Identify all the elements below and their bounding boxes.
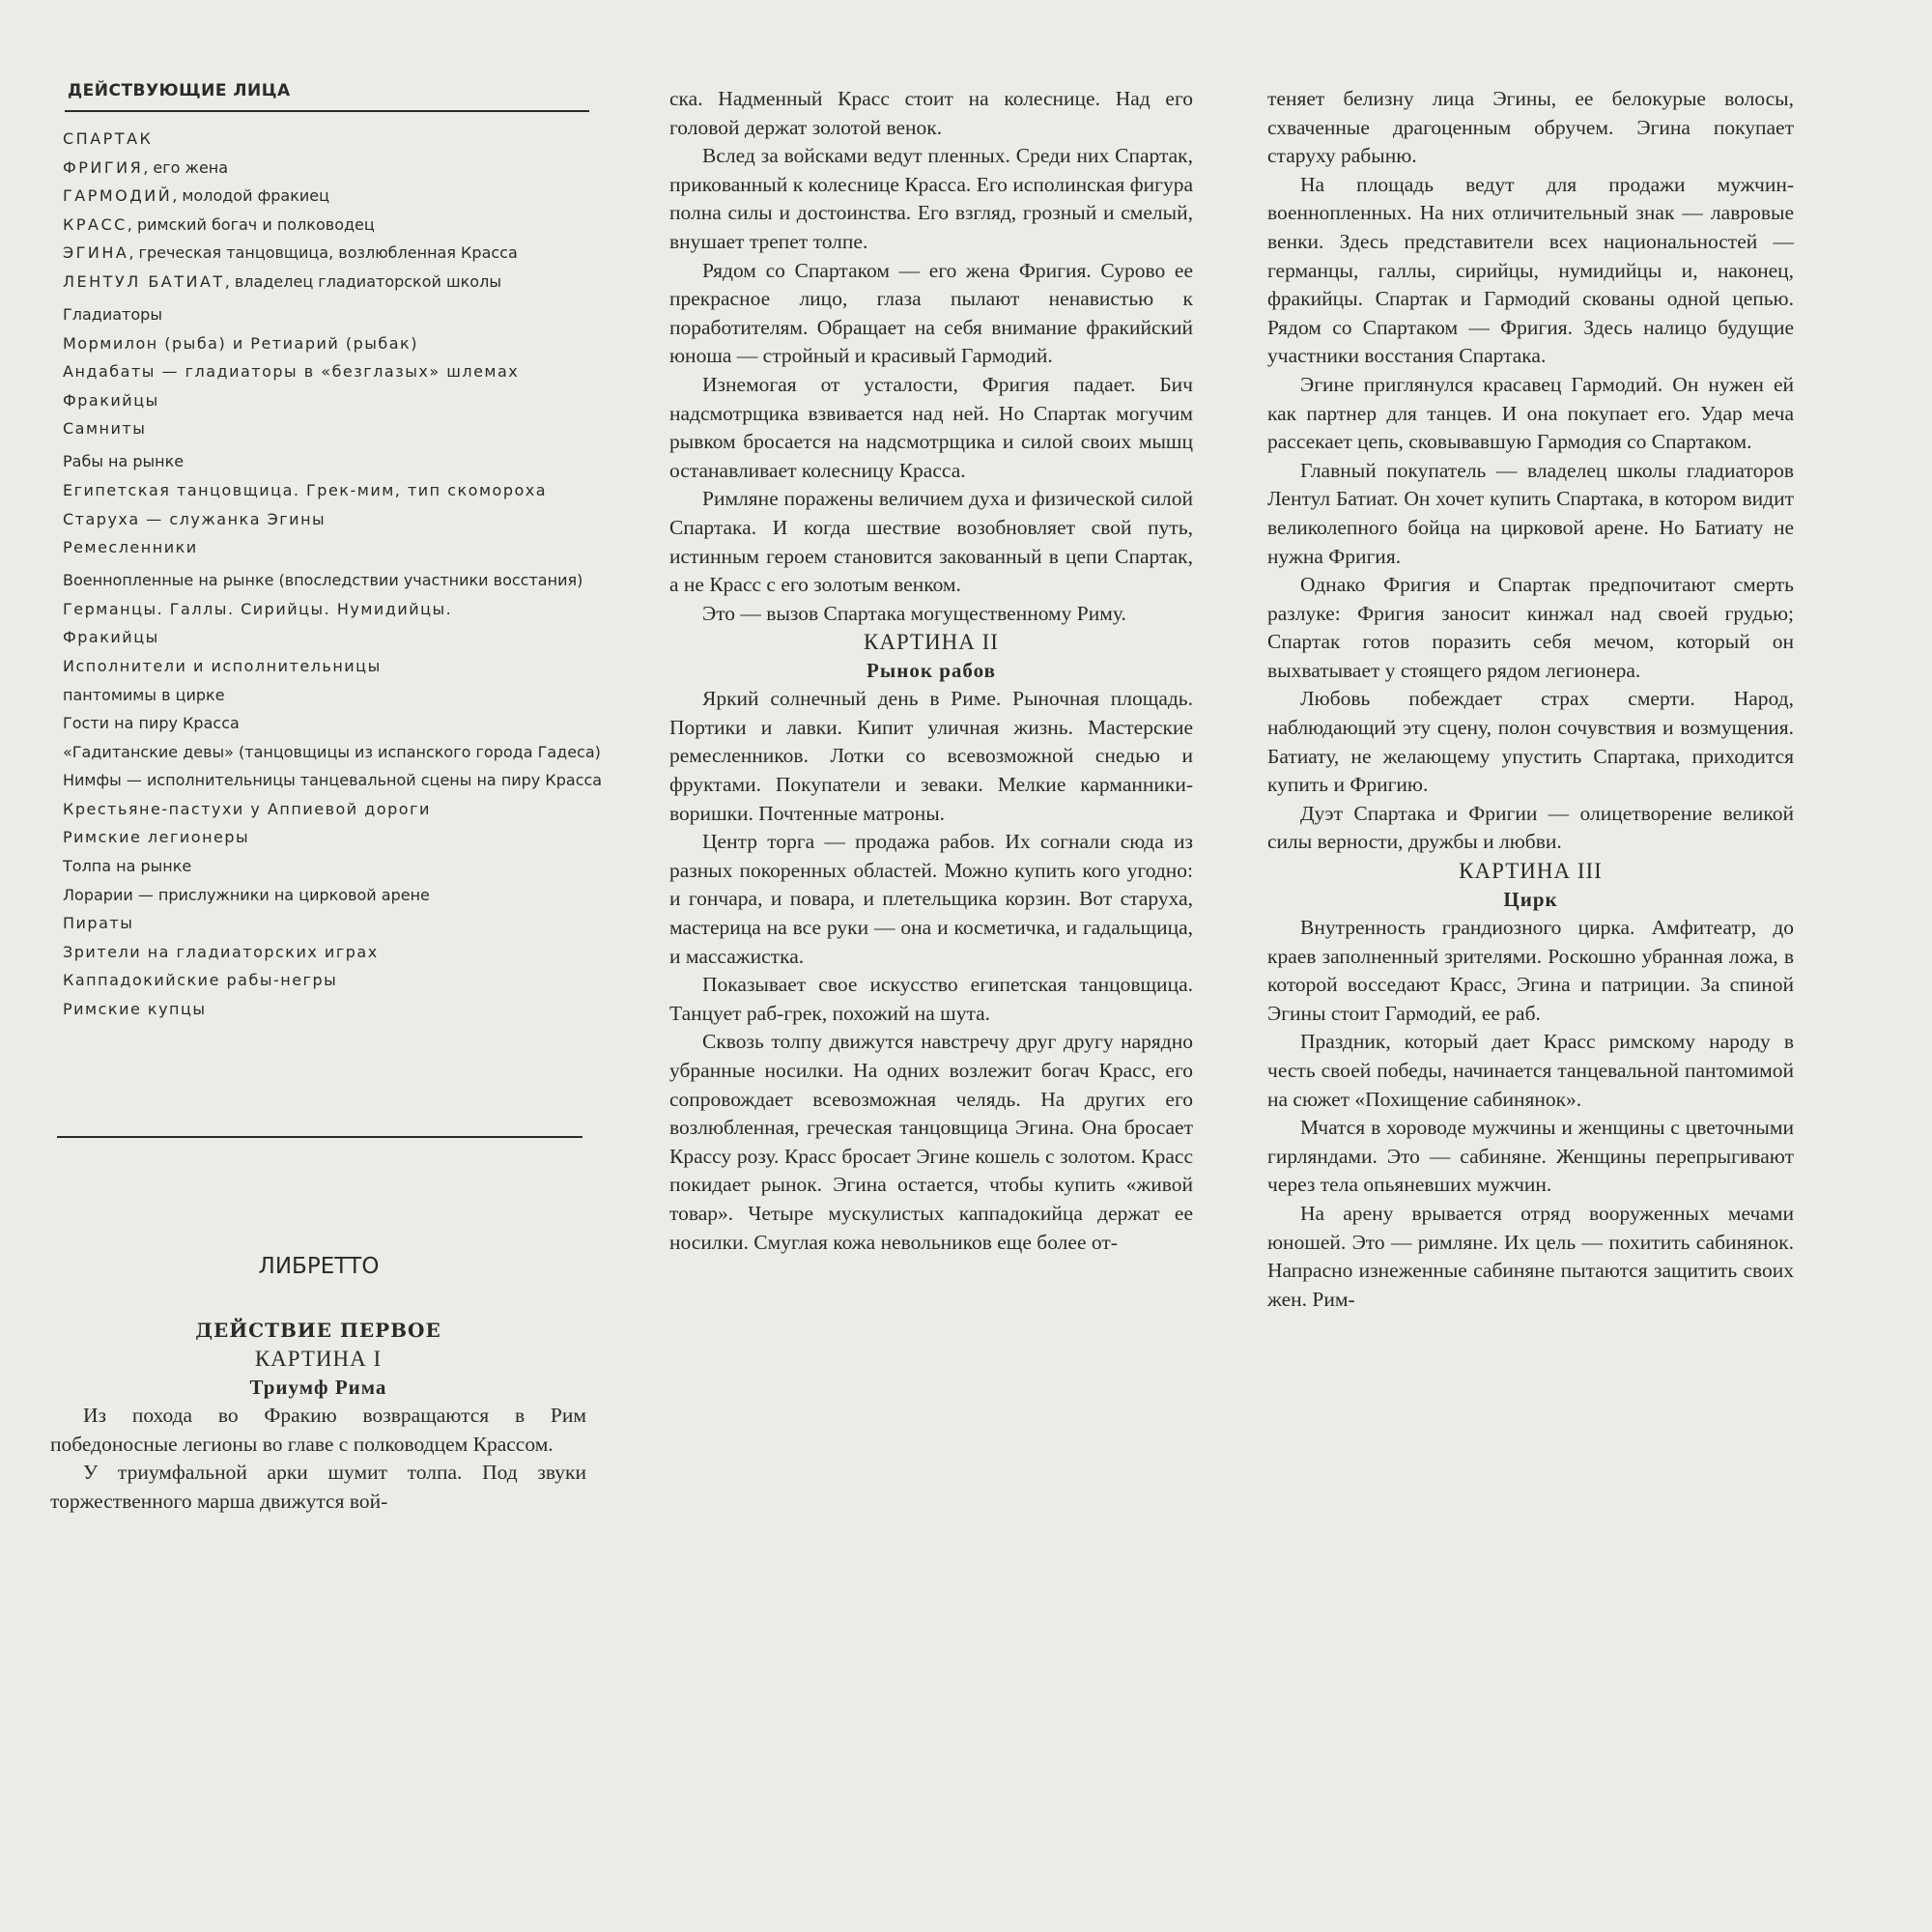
cast-group: Германцы. Галлы. Сирийцы. Нумидийцы. <box>63 599 453 618</box>
cast-group: Старуха — служанка Эгины <box>63 509 327 528</box>
paragraph: Это — вызов Спартака могущественному Риму. <box>702 601 1126 625</box>
cast-group: Андабаты — гладиаторы в «безглазых» шлемах <box>63 362 520 382</box>
cast-group: Крестьяне-пастухи у Аппиевой дороги <box>63 799 431 818</box>
cast-group: Каппадокийские рабы-негры <box>63 971 338 990</box>
cast-group: Египетская танцовщица. Грек-мим, тип скомороха <box>63 480 548 499</box>
act-one-block <box>50 1316 586 1516</box>
scene-title: Рынок рабов <box>867 659 996 683</box>
paragraph: Римляне поражены величием духа и физической силой Спартака. И когда шествие возобновляет свой путь, истинным героем становится закованный в цепи Спартак, а не Красс с его золотым венком. <box>669 487 1193 597</box>
paragraph: Яркий солнечный день в Риме. Рыночная площадь. Портики и лавки. Кипит уличная жизнь. Мастерские ремесленников. Лотки со всевозможной снедью и фруктами. Покупатели и зеваки. Мелкие карманники-воришки. Почтенные матроны. <box>669 687 1193 825</box>
scene-number: КАРТИНА I <box>254 1347 383 1371</box>
cast-group: Римские купцы <box>63 1000 207 1019</box>
paragraph: Любовь побеждает страх смерти. Народ, наблюдающий эту сцену, полон сочувствия и возмущения. Батиату, не желающему упустить Спартака, приходится купить и Фригию. <box>1267 687 1794 797</box>
scene-1-text <box>50 1402 586 1516</box>
cast-group: Толпа на рынке <box>63 857 192 876</box>
cast-title: ДЕЙСТВУЮЩИЕ ЛИЦА <box>68 81 291 100</box>
scene-1-heading <box>50 1316 586 1402</box>
cast-group: Фракийцы <box>63 628 159 647</box>
cast-role: ГАРМОДИЙ, молодой фракиец <box>63 186 330 206</box>
column-3-text <box>1267 85 1794 1314</box>
scene-title: Цирк <box>1503 888 1558 912</box>
cast-group: Нимфы — исполнительницы танцевальной сцены на пиру Красса <box>63 771 603 790</box>
paragraph: теняет белизну лица Эгины, ее белокурые волосы, схваченные драгоценным обручем. Эгина покупает старуху рабыню. <box>1267 87 1794 168</box>
libretto-title: ЛИБРЕТТО <box>258 1254 380 1279</box>
scene-number: КАРТИНА III <box>1459 859 1603 884</box>
cast-group: Фракийцы <box>63 390 159 410</box>
paragraph: На арену врывается отряд вооруженных мечами юношей. Это — римляне. Их цель — похитить сабинянок. Напрасно изнеженные сабиняне пытаются защитить своих жен. Рим- <box>1267 1201 1794 1311</box>
paragraph: Эгине приглянулся красавец Гармодий. Он нужен ей как партнер для танцев. И она покупает его. Удар меча рассекает цепь, сковывавшую Гармодия со Спартаком. <box>1267 372 1794 454</box>
cast-group: Военнопленные на рынке (впоследствии участники восстания) <box>63 571 583 590</box>
cast-role: ЭГИНА, греческая танцовщица, возлюбленная Красса <box>63 243 518 263</box>
cast-group: Пираты <box>63 914 134 933</box>
cast-group: Ремесленники <box>63 538 198 557</box>
cast-group: пантомимы в цирке <box>63 685 225 704</box>
cast-group: Рабы на рынке <box>63 452 185 471</box>
paragraph: Из похода во Фракию возвращаются в Рим победоносные легионы во главе с полководцем Крассом. <box>50 1404 586 1456</box>
column-2-text <box>669 85 1193 1257</box>
paragraph: Дуэт Спартака и Фригии — олицетворение великой силы верности, дружбы и любви. <box>1267 801 1794 854</box>
scene-2-heading <box>669 628 1193 685</box>
paragraph: Однако Фригия и Спартак предпочитают смерть разлуке: Фригия заносит кинжал над своей грудью; Спартак готов поразить себя мечом, который он выхватывает у стоящего рядом легионера. <box>1267 573 1794 682</box>
paragraph: Сквозь толпу движутся навстречу друг другу нарядно убранные носилки. На одних возлежит богач Красс, его сопровождает всевозможная челядь. На других его возлюбленная, греческая танцовщица Эгина. Она бросает Крассу розу. Красс бросает Эгине кошель с золотом. Красс покидает рынок. Эгина остается, чтобы купить «живой товар». Четыре мускулистых каппадокийца держат ее носилки. Смуглая кожа невольников еще более от- <box>669 1030 1193 1254</box>
cast-group: Мормилон (рыба) и Ретиарий (рыбак) <box>63 333 418 353</box>
paragraph: Показывает свое искусство египетская танцовщица. Танцует раб-грек, похожий на шута. <box>669 973 1193 1025</box>
cast-list <box>63 129 604 1029</box>
cast-role: КРАСС, римский богач и полководец <box>63 214 375 234</box>
act-title: ДЕЙСТВИЕ ПЕРВОЕ <box>195 1319 441 1342</box>
cast-group: Римские легионеры <box>63 828 250 847</box>
cast-group: Самниты <box>63 419 147 439</box>
scene-3-heading <box>1267 857 1794 914</box>
cast-group: Лорарии — прислужники на цирковой арене <box>63 885 430 904</box>
paragraph: ска. Надменный Красс стоит на колеснице. Над его головой держат золотой венок. <box>669 87 1193 139</box>
paragraph: Внутренность грандиозного цирка. Амфитеатр, до краев заполненный зрителями. Роскошно убранная ложа, в которой восседают Красс, Эгина и патриции. За спиной Эгины стоит Гармодий, ее раб. <box>1267 916 1794 1025</box>
cast-role: СПАРТАК <box>63 129 154 148</box>
cast-group: Гладиаторы <box>63 304 162 324</box>
cast-role: ЛЕНТУЛ БАТИАТ, владелец гладиаторской школы <box>63 271 501 291</box>
paragraph: На площадь ведут для продажи мужчин-военнопленных. На них отличительный знак — лавровые венки. Здесь представители всех национальностей — германцы, галлы, сирийцы, нумидийцы и, наконец, фракийцы. Спартак и Гармодий скованы одной цепью. Рядом со Спартаком — Фригия. Здесь налицо будущие участники восстания Спартака. <box>1267 172 1794 368</box>
divider-top <box>65 110 589 112</box>
scene-number: КАРТИНА II <box>864 630 999 655</box>
paragraph: Центр торга — продажа рабов. Их согнали сюда из разных покоренных областей. Можно купить кого угодно: и гончара, и повара, и плетельщика корзин. Вот старуха, мастерица на все руки — она и косметичка, и гадальщица, и массажистка. <box>669 830 1193 968</box>
paragraph: Главный покупатель — владелец школы гладиаторов Лентул Батиат. Он хочет купить Спартака, в котором видит великолепного бойца на цирковой арене. Но Батиату не нужна Фригия. <box>1267 458 1794 568</box>
paragraph: Рядом со Спартаком — его жена Фригия. Сурово ее прекрасное лицо, глаза пылают ненавистью к поработителям. Обращает на себя внимание фракийский юноша — стройный и красивый Гармодий. <box>669 258 1193 368</box>
cast-group: Зрители на гладиаторских играх <box>63 942 379 961</box>
cast-role: ФРИГИЯ, его жена <box>63 157 229 177</box>
paragraph: Вслед за войсками ведут пленных. Среди них Спартак, прикованный к колеснице Красса. Его исполинская фигура полна силы и достоинства. Его взгляд, грозный и смелый, внушает трепет толпе. <box>669 144 1193 253</box>
paragraph: У триумфальной арки шумит толпа. Под звуки торжественного марша движутся вой- <box>50 1461 586 1513</box>
paragraph: Праздник, который дает Красс римскому народу в честь своей победы, начинается танцевальной пантомимой на сюжет «Похищение сабинянок». <box>1267 1030 1794 1111</box>
cast-group: Гости на пиру Красса <box>63 714 240 733</box>
cast-group: «Гадитанские девы» (танцовщицы из испанского города Гадеса) <box>63 742 601 761</box>
divider-bottom <box>57 1136 582 1138</box>
paragraph: Изнемогая от усталости, Фригия падает. Бич надсмотрщика взвивается над ней. Но Спартак могучим рывком бросается на надсмотрщика и силой своих мышц останавливает колесницу Красса. <box>669 372 1193 482</box>
paragraph: Мчатся в хороводе мужчины и женщины с цветочными гирляндами. Это — сабиняне. Женщины перепрыгивают через тела опьяневших мужчин. <box>1267 1116 1794 1197</box>
cast-group: Исполнители и исполнительницы <box>63 656 382 675</box>
scene-title: Триумф Рима <box>249 1376 387 1399</box>
